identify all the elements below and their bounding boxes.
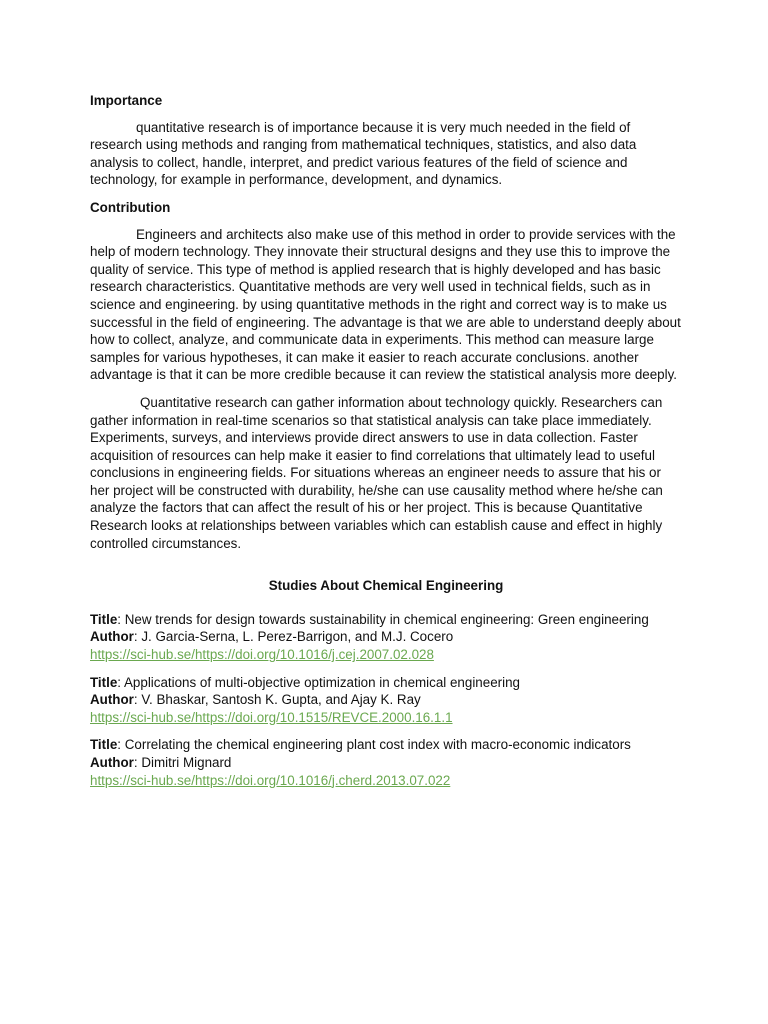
study-title-line: Title: New trends for design towards sustainability in chemical engineering: Green engineering: [90, 611, 649, 627]
study-entry-2: [90, 674, 682, 727]
author-label: Author: [90, 692, 134, 708]
title-label: Title: [90, 611, 118, 627]
title-label: Title: [90, 737, 118, 753]
study-author-line: Author: V. Bhaskar, Santosh K. Gupta, and Ajay K. Ray: [90, 692, 421, 708]
study-link[interactable]: https://sci-hub.se/https://doi.org/10.1515/REVCE.2000.16.1.1: [90, 709, 453, 725]
author-label: Author: [90, 629, 134, 645]
study-entry-3: [90, 736, 682, 789]
document-page: [90, 92, 682, 799]
study-link[interactable]: https://sci-hub.se/https://doi.org/10.1016/j.cej.2007.02.028: [90, 647, 434, 663]
study-title-line: Title: Correlating the chemical engineering plant cost index with macro-economic indicators: [90, 737, 631, 753]
contribution-paragraph-2: Quantitative research can gather information about technology quickly. Researchers can gather information in real-time scenarios so that statistical analysis can take place immediately. Experiments, surveys, and interviews provide direct answers to use in data collection. Faster acquisition of resources can help make it easier to find correlations that ultimately lead to useful conclusions in engineering fields. For situations whereas an engineer needs to assure that his or her project will be constructed with durability, he/she can use causality method where he/she can analyze the factors that can affect the result of his or her project. This is because Quantitative Research looks at relationships between variables which can establish cause and effect in highly controlled circumstances.: [90, 394, 663, 551]
contribution-heading: Contribution: [90, 199, 171, 215]
title-label: Title: [90, 674, 118, 690]
study-author: Dimitri Mignard: [141, 755, 232, 770]
study-author-line: Author: J. Garcia-Serna, L. Perez-Barrigon, and M.J. Cocero: [90, 629, 454, 645]
studies-section-title: Studies About Chemical Engineering: [268, 578, 504, 594]
study-link[interactable]: https://sci-hub.se/https://doi.org/10.1016/j.cherd.2013.07.022: [90, 772, 451, 788]
study-author-line: Author: Dimitri Mignard: [90, 755, 232, 770]
study-title: Correlating the chemical engineering plant cost index with macro-economic indicators: [124, 737, 631, 753]
study-entry-1: [90, 611, 682, 664]
study-author: V. Bhaskar, Santosh K. Gupta, and Ajay K. Ray: [141, 692, 421, 708]
importance-paragraph: quantitative research is of importance because it is very much needed in the field of research using methods and ranging from mathematical techniques, statistics, and also data analysis to collect, handle, interpret, and predict various features of the field of science and technology, for example in performance, development, and dynamics.: [90, 119, 637, 188]
study-title: New trends for design towards sustainability in chemical engineering: Green engineering: [124, 611, 649, 627]
study-title: Applications of multi-objective optimization in chemical engineering: [124, 674, 520, 690]
author-label: Author: [90, 755, 134, 770]
importance-heading: Importance: [90, 93, 163, 108]
study-title-line: Title: Applications of multi-objective optimization in chemical engineering: [90, 674, 520, 690]
study-author: J. Garcia-Serna, L. Perez-Barrigon, and M.J. Cocero: [141, 629, 454, 645]
contribution-paragraph-1: Engineers and architects also make use of this method in order to provide services with the help of modern technology. They innovate their structural designs and they use this to improve the quality of service. This type of method is applied research that is highly developed and has basic research characteristics. Quantitative methods are very well used in technical fields, such as in science and engineering. by using quantitative methods in the right and correct way is to make us successful in the field of engineering. The advantage is that we are able to understand deeply about how to collect, analyze, and communicate data in experiments. This method can measure large samples for various hypotheses, it can make it easier to reach accurate conclusions. another advantage is that it can be more credible because it can review the statistical analysis more deeply.: [90, 226, 681, 383]
